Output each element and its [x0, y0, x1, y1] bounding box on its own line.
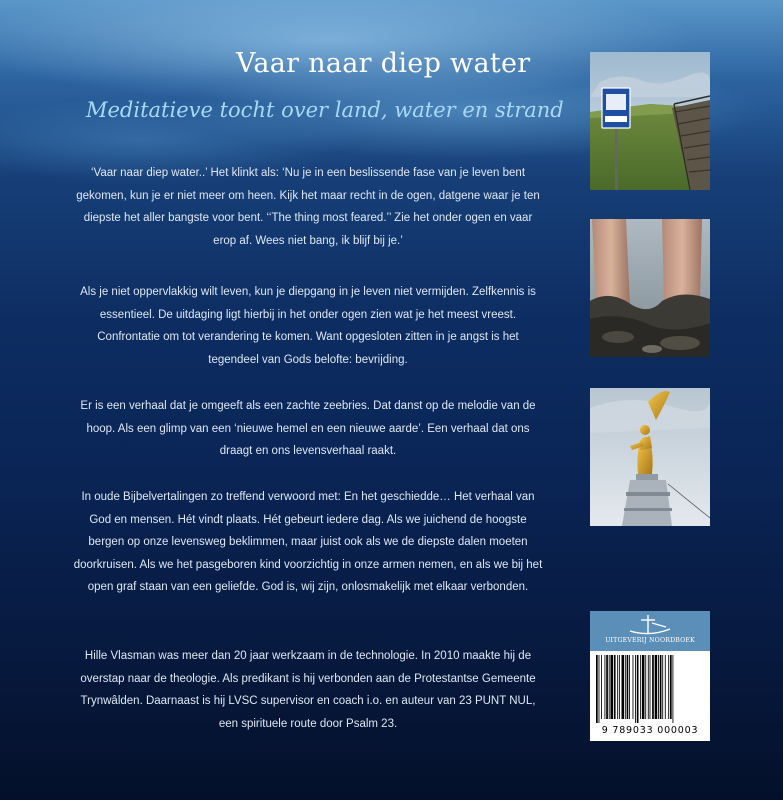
- legs-in-mud-photo: [590, 219, 710, 357]
- barcode: [594, 655, 706, 723]
- publisher-barcode-box: [590, 611, 710, 741]
- author-bio: Hille Vlasman was meer dan 20 jaar werkzaam in de technologie. In 2010 maakte hij de overstap naar de theologie. Als predikant is hij verbonden aan de Protestantse Gemeente Trynwâlden. Daarnaast is hij LVSC supervisor en coach i.o. en auteur van 23 PUNT NUL, een spirituele route door Psalm 23.: [80, 650, 536, 730]
- publisher-name: UITGEVERIJ NOORDBOEK: [605, 637, 695, 644]
- blurb-paragraph-4: In oude Bijbelvertalingen zo treffend verwoord met: En het geschiedde… Het verhaal van God en mensen. Hét vindt plaats. Hét gebeurt iedere dag. Als we juichend de hoogste bergen op onze levensweg beklimmen, maar juist ook als we de diepste dalen moeten doorkruisen. Als we het pasgeboren kind voorzichtig in onze armen nemen, en als we bij het open graf staan van een geliefde. God is, wij zijn, onlosmakelijk met elkaar verbonden.: [73, 491, 543, 593]
- dike-sign-photo: [590, 52, 710, 190]
- book-subtitle: Meditatieve tocht over land, water en strand: [86, 98, 564, 122]
- golden-angel-statue-photo: [590, 388, 710, 526]
- book-title: Vaar naar diep water: [236, 48, 531, 79]
- blurb-paragraph-2: Als je niet oppervlakkig wilt leven, kun je diepgang in je leven niet vermijden. Zelfkennis is essentieel. De uitdaging ligt hierbij in het onder ogen zien wat je het meest vreest. Confrontatie om tot verandering te komen. Want opgesloten zitten in je angst is het tegendeel van Gods belofte: bevrijding.: [80, 286, 536, 366]
- boat-cross-icon: [626, 613, 674, 637]
- isbn-number: 9 789033 000003: [601, 725, 699, 736]
- publisher-banner: [590, 611, 710, 651]
- blurb-paragraph-1: ‘Vaar naar diep water..’ Het klinkt als: ‘Nu je in een beslissende fase van je leven bent gekomen, kun je er niet meer om heen. Kijk het maar recht in de ogen, datgene waar je ten diepste het aller bangste voor bent. ‘‘The thing most feared.’’ Zie het onder ogen en vaar erop af. Wees niet bang, ik blijf bij je.’: [76, 167, 540, 247]
- blurb-paragraph-3: Er is een verhaal dat je omgeeft als een zachte zeebries. Dat danst op de melodie van de hoop. Als een glimp van een ‘nieuwe hemel en een nieuwe aarde’. Een verhaal dat ons draagt en ons levensverhaal raakt.: [80, 400, 536, 457]
